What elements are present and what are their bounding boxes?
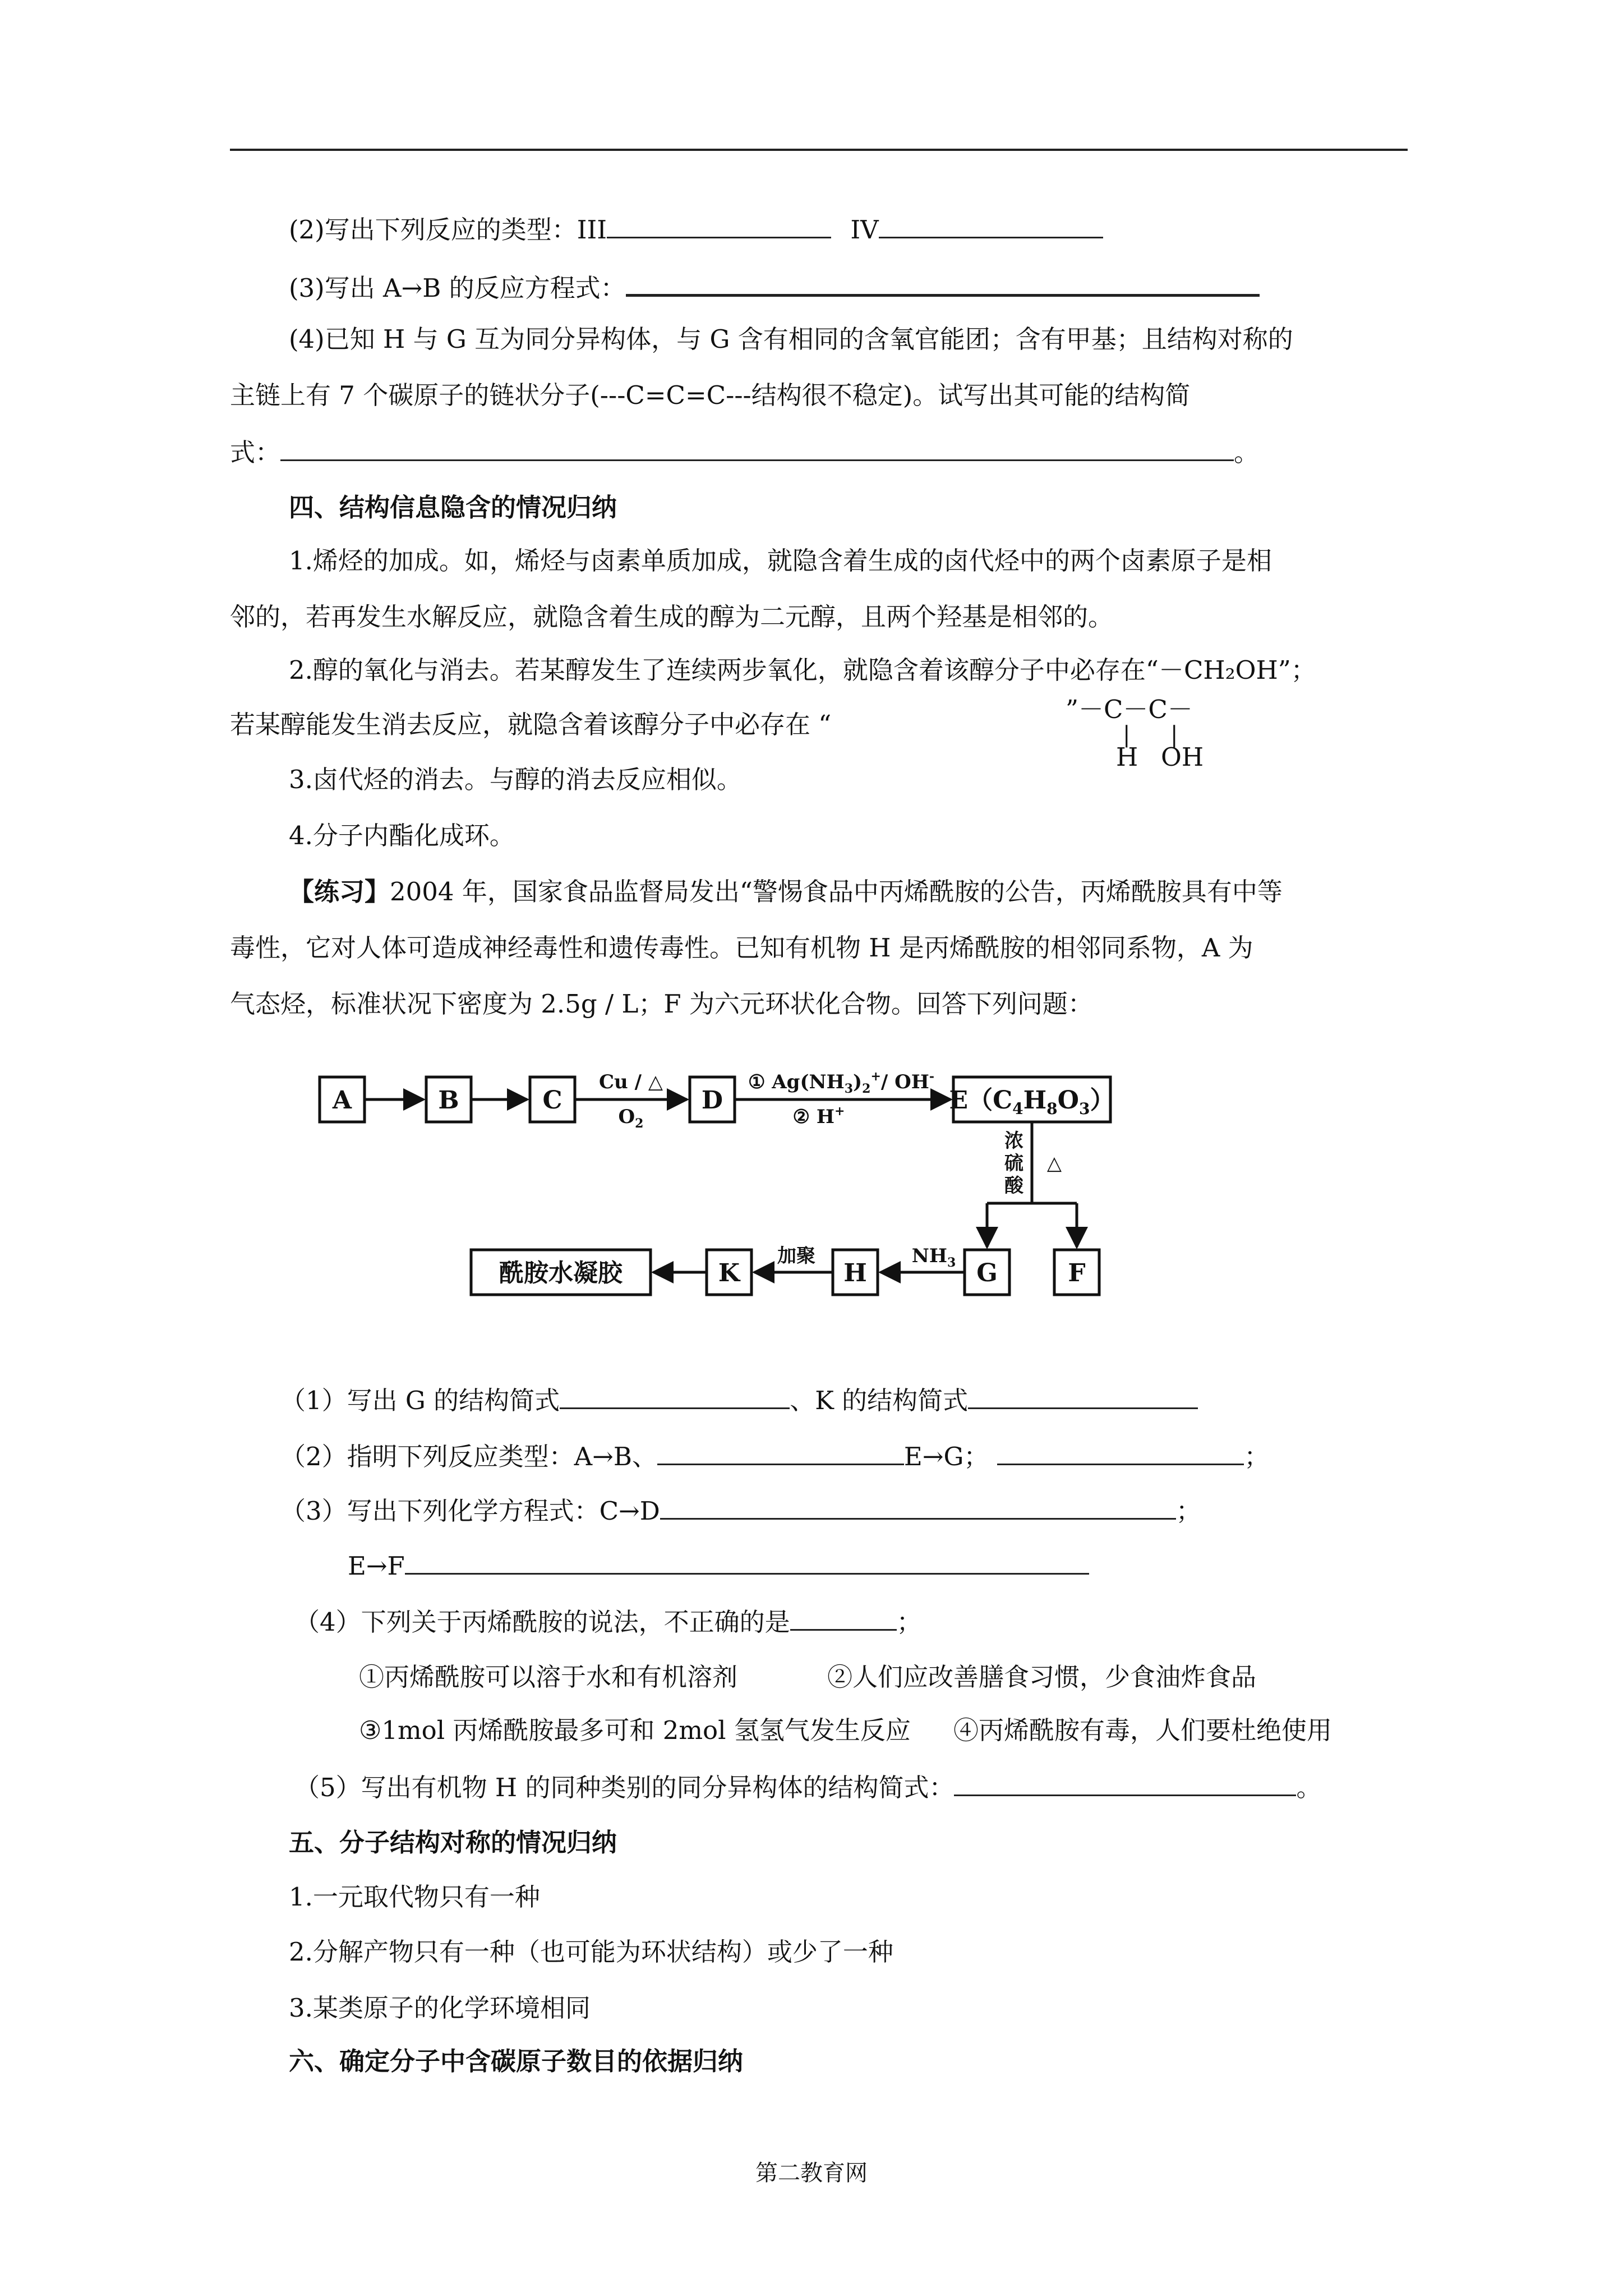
option-2: ②人们应改善膳食习惯，少食油炸食品 <box>827 1662 1257 1692</box>
option-1: ①丙烯酰胺可以溶于水和有机溶剂 <box>359 1662 738 1692</box>
s4-p3: 3.卤代烃的消去。与醇的消去反应相似。 <box>289 765 742 794</box>
box-e-label: $E(C_4H_8O_3)$ <box>949 1086 1115 1118</box>
box-d-label: D <box>701 1086 723 1115</box>
pq1-g-blank[interactable] <box>560 1383 790 1409</box>
pq3-cd-text: （3）写出下列化学方程式：C→D <box>280 1496 660 1526</box>
box-g-label: G <box>976 1259 998 1287</box>
pq5-end: 。 <box>1296 1773 1322 1802</box>
vertical-condition-3: 酸 <box>1004 1175 1023 1197</box>
de-condition-top: ① $Ag(NH_3)_2^+/$ OH- <box>748 1069 935 1096</box>
pq1-line <box>280 1383 1198 1418</box>
q2-iv-label: IV <box>850 215 879 245</box>
q4-suffix: 。 <box>1234 438 1260 467</box>
pq3-line <box>280 1493 1201 1528</box>
cd-condition-bottom: $O_2$ <box>618 1106 644 1131</box>
page-footer: 第二教育网 <box>755 2160 868 2186</box>
cd-condition-top: Cu / △ <box>598 1071 663 1093</box>
option-3: ③1mol 丙烯酰胺最多可和 2mol 氢氢气发生反应 <box>359 1715 911 1745</box>
box-h-label: H <box>843 1259 867 1287</box>
box-c-label: C <box>542 1086 562 1115</box>
pq5-text: （5）写出有机物 H 的同种类别的同分异构体的结构简式： <box>294 1773 955 1802</box>
pq4-blank[interactable] <box>790 1604 897 1631</box>
s5-p2: 2.分解产物只有一种（也可能为环状结构）或少了一种 <box>289 1937 893 1967</box>
option-4: ④丙烯酰胺有毒，人们要杜绝使用 <box>953 1715 1332 1745</box>
s4-p2-line1: 2.醇的氧化与消去。若某醇发生了连续两步氧化，就隐含着该醇分子中必存在“－CH₂OH”； <box>289 655 1316 685</box>
structure-h: H <box>1116 742 1138 772</box>
s4-p1-line1: 1.烯烃的加成。如，烯烃与卤素单质加成，就隐含着生成的卤代烃中的两个卤素原子是相 <box>289 546 1272 576</box>
pq4-end: ； <box>896 1607 922 1637</box>
practice-label: 【练习】 <box>289 877 390 907</box>
pq2-ab-blank[interactable] <box>657 1439 904 1465</box>
practice-line-3: 气态烃，标准状况下密度为 2.5g / L；F 为六元环状化合物。回答下列问题： <box>230 989 1093 1019</box>
pq3-ef-line <box>348 1548 1089 1583</box>
structure-top: ”－C－C－ <box>1066 694 1193 724</box>
pq3-ef-text: E→F <box>348 1551 405 1581</box>
q4-prefix: 式： <box>230 438 281 467</box>
pq2-end: ； <box>1244 1442 1270 1471</box>
pq3-ef-blank[interactable] <box>405 1548 1089 1575</box>
q4-line-1: (4)已知 H 与 G 互为同分异构体，与 G 含有相同的含氧官能团；含有甲基；且结构对称的 <box>289 324 1293 354</box>
pq1-k-text: 、K 的结构简式 <box>790 1386 969 1415</box>
pq4-text: （4）下列关于丙烯酰胺的说法，不正确的是 <box>294 1607 790 1637</box>
pq5-blank[interactable] <box>954 1770 1296 1796</box>
pq3-cd-blank[interactable] <box>660 1493 1176 1520</box>
pq1-k-blank[interactable] <box>968 1383 1198 1409</box>
pq4-line <box>294 1604 922 1639</box>
box-f-label: F <box>1068 1259 1086 1287</box>
hk-condition: 加聚 <box>777 1245 815 1267</box>
pq3-end: ； <box>1175 1496 1201 1526</box>
box-k-label: K <box>718 1259 740 1287</box>
structure-bond-2: | <box>1170 722 1178 748</box>
vertical-condition-1: 浓 <box>1004 1130 1023 1152</box>
section-5-heading: 五、分子结构对称的情况归纳 <box>289 1828 617 1857</box>
de-condition-bottom: ② H+ <box>792 1104 845 1128</box>
box-a-label: A <box>332 1086 352 1115</box>
vertical-condition-2: 硫 <box>1004 1152 1023 1175</box>
pq2-eg-text: E→G； <box>903 1442 989 1471</box>
section-6-heading: 六、确定分子中含碳原子数目的依据归纳 <box>289 2046 744 2076</box>
pq2-ab-text: （2）指明下列反应类型：A→B、 <box>280 1442 657 1471</box>
pq2-line <box>280 1439 1269 1474</box>
s5-p3: 3.某类原子的化学环境相同 <box>289 1993 591 2023</box>
s4-p1-line2: 邻的，若再发生水解反应，就隐含着生成的醇为二元醇，且两个羟基是相邻的。 <box>230 602 1114 632</box>
q3-text: (3)写出 A→B 的反应方程式： <box>289 273 626 303</box>
s4-p4: 4.分子内酯化成环。 <box>289 821 515 850</box>
q4-line-2: 主链上有 7 个碳原子的链状分子(---C=C=C---结构很不稳定)。试写出其可能的结构简 <box>230 380 1191 410</box>
pq2-eg-blank[interactable] <box>997 1439 1244 1465</box>
box-b-label: B <box>438 1086 459 1115</box>
pq5-line <box>294 1770 1322 1805</box>
structure-bond-1: | <box>1123 722 1131 748</box>
practice-line-2: 毒性，它对人体可造成神经毒性和遗传毒性。已知有机物 H 是丙烯酰胺的相邻同系物，A 为 <box>230 933 1253 963</box>
practice-line-1-text: 2004 年，国家食品监督局发出“警惕食品中丙烯酰胺的公告，丙烯酰胺具有中等 <box>390 877 1283 907</box>
section-4-heading: 四、结构信息隐含的情况归纳 <box>289 493 617 522</box>
q2-text: (2)写出下列反应的类型：III <box>289 215 607 245</box>
pq1-g-text: （1）写出 G 的结构简式 <box>280 1386 560 1415</box>
vertical-heat: △ <box>1046 1152 1062 1175</box>
s5-p1: 1.一元取代物只有一种 <box>289 1882 540 1912</box>
gh-condition: $NH_3$ <box>911 1245 956 1270</box>
s4-p2-line2: 若某醇能发生消去反应，就隐含着该醇分子中必存在 “ <box>230 710 832 739</box>
structure-oh: OH <box>1161 742 1204 772</box>
box-gel-label: 酰胺水凝胶 <box>499 1259 623 1287</box>
